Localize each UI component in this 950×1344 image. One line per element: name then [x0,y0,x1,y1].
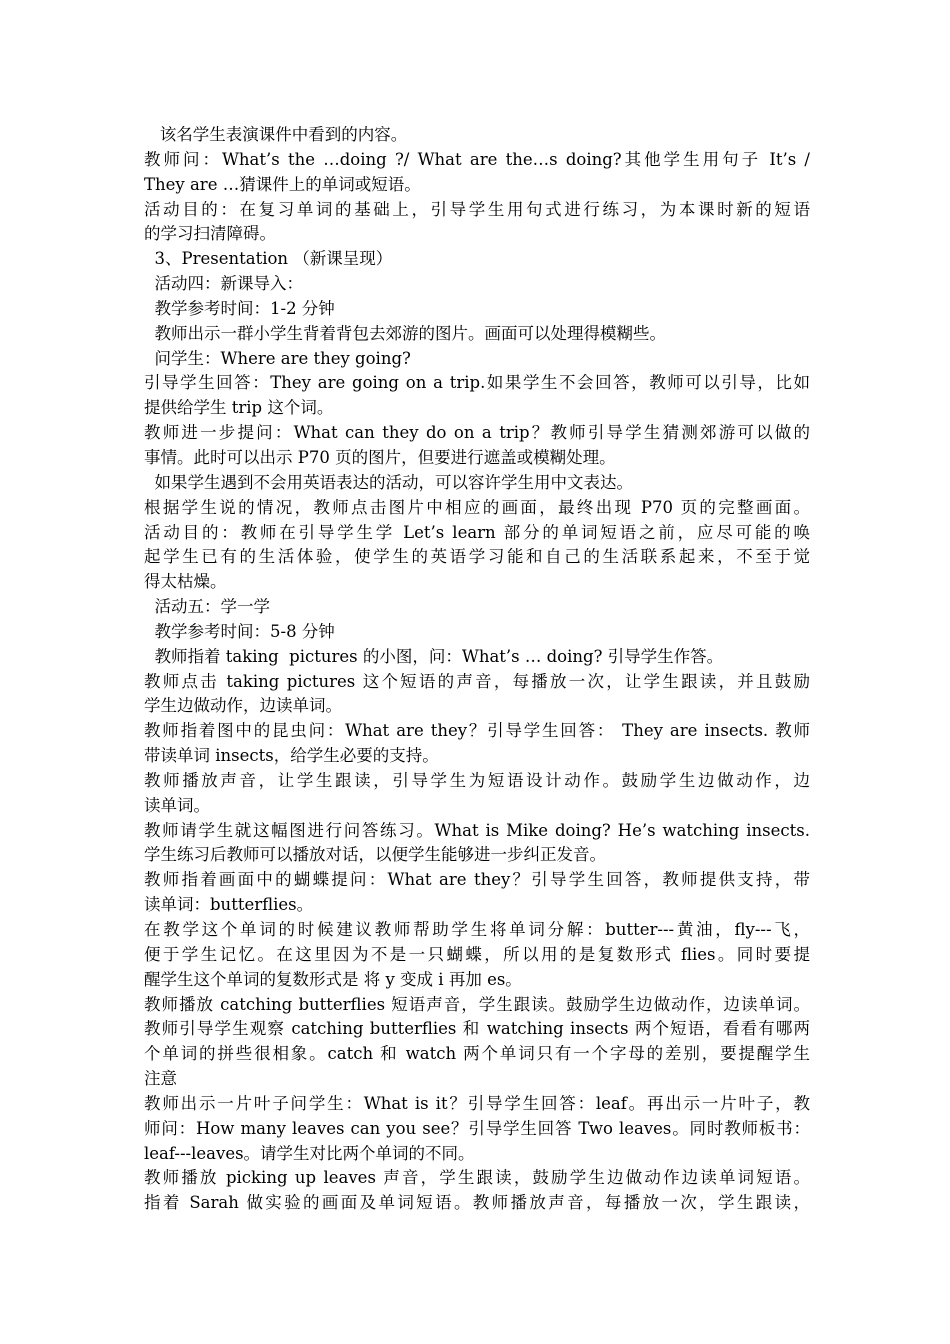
document-body [144,123,810,1216]
text-line: 活动目的：教师在引导学生学 Let’s learn 部分的单词短语之前，应尽可能的唤 [144,522,810,542]
text-line: 教学参考时间：1-2 分钟 [144,298,335,318]
text-line: 带读单词 insects，给学生必要的支持。 [144,746,439,766]
text-line: 的学习扫清障碍。 [144,224,276,244]
text-line: 学生练习后教师可以播放对话，以便学生能够进一步纠正发音。 [144,845,606,865]
text-line: 得太枯燥。 [144,572,227,592]
text-line: 读单词。 [144,795,210,815]
text-line: 该名学生表演课件中看到的内容。 [144,125,408,144]
text-line: 3、Presentation （新课呈现） [144,249,393,269]
text-line: 教师进一步提问：What can they do on a trip？教师引导学生猜测郊游可以做的 [144,423,810,443]
text-line: 引导学生回答：They are going on a trip.如果学生不会回答，教师可以引导，比如 [144,373,810,393]
text-line: 学生边做动作，边读单词。 [144,696,342,716]
text-line: 读单词：butterflies。 [144,895,314,915]
text-line: 教师引导学生观察 catching butterflies 和 watching insects 两个短语，看看有哪两 [144,1019,810,1039]
text-line: 教师点击 taking pictures 这个短语的声音，每播放一次，让学生跟读，并且鼓励 [144,671,810,691]
text-line: leaf---leaves。请学生对比两个单词的不同。 [144,1143,475,1163]
text-line: 问学生：Where are they going? [144,348,411,368]
text-line: 醒学生这个单词的复数形式是 将 y 变成 i 再加 es。 [144,969,522,989]
text-line: 教师问：What’s the …doing ?/ What are the…s doing?其他学生用句子 It’s / [144,149,810,169]
text-line: 活动五：学一学 [144,597,270,617]
text-line: 教师播放声音，让学生跟读，引导学生为短语设计动作。鼓励学生边做动作，边 [144,770,810,790]
text-line: 起学生已有的生活体验，使学生的英语学习能和自己的生活联系起来，不至于觉 [144,547,810,567]
text-line: 便于学生记忆。在这里因为不是一只蝴蝶，所以用的是复数形式 flies。同时要提 [144,944,810,964]
text-line: 注意 [144,1069,177,1089]
text-line: 教师出示一片叶子问学生：What is it？引导学生回答：leaf。再出示一片叶子，教 [144,1093,810,1113]
text-line: They are …猜课件上的单词或短语。 [144,174,421,194]
text-line: 师问：How many leaves can you see？引导学生回答 Two leaves。同时教师板书： [144,1118,810,1138]
text-line: 指着 Sarah 做实验的画面及单词短语。教师播放声音，每播放一次，学生跟读， [144,1193,810,1213]
text-line: 事情。此时可以出示 P70 页的图片，但要进行遮盖或模糊处理。 [144,447,616,467]
text-line: 教师播放 picking up leaves 声音，学生跟读，鼓励学生边做动作边读单词短语。 [144,1168,810,1188]
text-line: 活动目的：在复习单词的基础上，引导学生用句式进行练习，为本课时新的短语 [144,199,810,219]
text-line: 教师请学生就这幅图进行问答练习。What is Mike doing? He’s watching insects. [144,820,810,840]
text-line: 根据学生说的情况，教师点击图片中相应的画面，最终出现 P70 页的完整画面。 [144,497,810,517]
text-line: 教师播放 catching butterflies 短语声音，学生跟读。鼓励学生边做动作，边读单词。 [144,994,810,1014]
text-line: 个单词的拼些很相象。catch 和 watch 两个单词只有一个字母的差别，要提醒学生 [144,1044,810,1064]
text-line: 教师指着 taking pictures 的小图，问：What’s … doing? 引导学生作答。 [144,646,724,666]
text-line: 在教学这个单词的时候建议教师帮助学生将单词分解：butter---黄油，fly---飞， [144,920,810,939]
text-line: 提供给学生 trip 这个词。 [144,398,334,418]
text-line: 教师指着画面中的蝴蝶提问：What are they？引导学生回答，教师提供支持，带 [144,870,810,890]
text-line: 活动四：新课导入： [144,274,303,294]
text-line: 如果学生遇到不会用英语表达的活动，可以容许学生用中文表达。 [144,472,633,492]
text-line: 教师出示一群小学生背着背包去郊游的图片。画面可以处理得模糊些。 [144,323,666,343]
text-line: 教师指着图中的昆虫问：What are they？引导学生回答： They are insects. 教师 [144,721,810,741]
text-line: 教学参考时间：5-8 分钟 [144,621,335,641]
